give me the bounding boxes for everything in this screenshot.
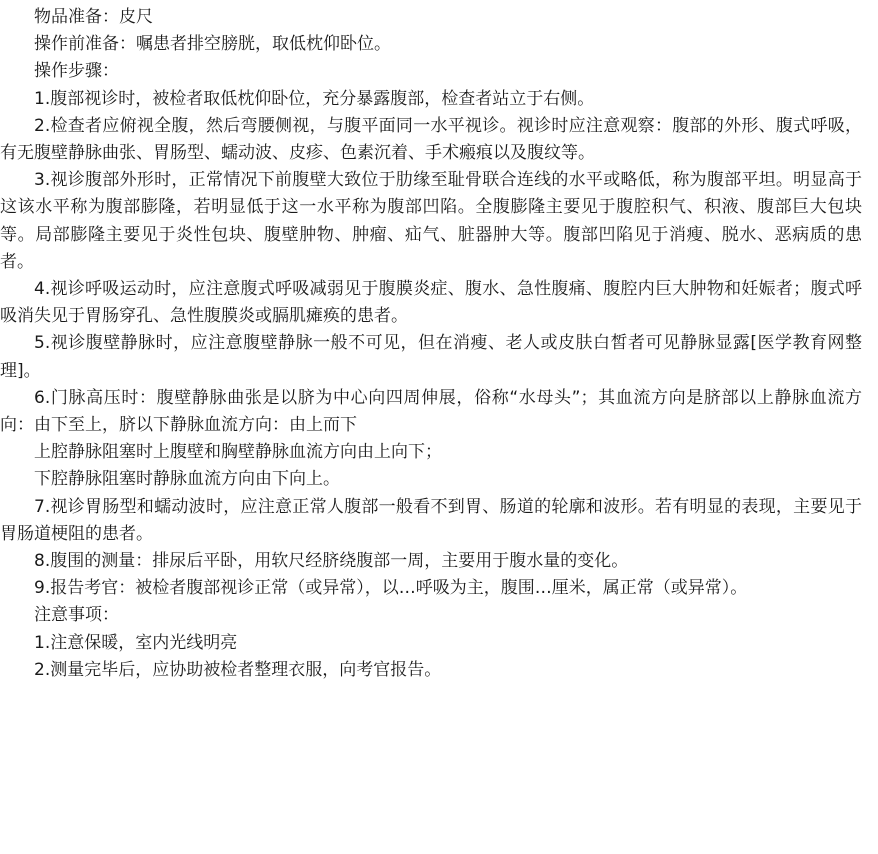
sub-note-line: 下腔静脉阻塞时静脉血流方向由下向上。 xyxy=(34,469,340,490)
note-line: 1.注意保暖，室内光线明亮 xyxy=(34,632,238,653)
step-paragraph: 4.视诊呼吸运动时，应注意腹式呼吸减弱见于腹膜炎症、腹水、急性腹痛、腹腔内巨大肿物和妊娠者；腹式呼吸消失见于胃肠穿孔、急性腹膜炎或膈肌瘫痪的患者。 xyxy=(0,279,862,327)
step-paragraph: 3.视诊腹部外形时，正常情况下前腹壁大致位于肋缘至耻骨联合连线的水平或略低，称为腹部平坦。明显高于这该水平称为腹部膨隆，若明显低于这一水平称为腹部凹陷。全腹膨隆主要见于腹腔积气、积液、腹部巨大包块等。局部膨隆主要见于炎性包块、腹壁肿物、肿瘤、疝气、脏器肿大等。腹部凹陷见于消瘦、脱水、恶病质的患者。 xyxy=(0,170,862,272)
step-paragraph: 2.检查者应俯视全腹，然后弯腰侧视，与腹平面同一水平视诊。视诊时应注意观察：腹部的外形、腹式呼吸，有无腹壁静脉曲张、胃肠型、蠕动波、皮疹、色素沉着、手术瘢痕以及腹纹等。 xyxy=(0,115,862,164)
step-paragraph: 5.视诊腹壁静脉时，应注意腹壁静脉一般不可见，但在消瘦、老人或皮肤白皙者可见静脉显露[医学教育网整理]。 xyxy=(0,333,862,381)
step-paragraph: 6.门脉高压时：腹壁静脉曲张是以脐为中心向四周伸展，俗称“水母头”；其血流方向是脐部以上静脉血流方向：由下至上，脐以下静脉血流方向：由上而下 xyxy=(0,387,862,436)
step-paragraph: 1.腹部视诊时，被检者取低枕仰卧位，充分暴露腹部，检查者站立于右侧。 xyxy=(34,88,595,109)
notes-heading: 注意事项： xyxy=(34,605,119,626)
step-paragraph: 8.腹围的测量：排尿后平卧，用软尺经脐绕腹部一周，主要用于腹水量的变化。 xyxy=(34,551,629,572)
step-paragraph: 9.报告考官：被检者腹部视诊正常（或异常），以…呼吸为主，腹围…厘米，属正常（或异常）。 xyxy=(34,578,748,599)
steps-heading: 操作步骤： xyxy=(34,61,119,82)
note-line: 2.测量完毕后，应协助被检者整理衣服，向考官报告。 xyxy=(34,659,442,680)
materials-line: 物品准备：皮尺 xyxy=(34,7,153,27)
sub-note-line: 上腔静脉阻塞时上腹壁和胸壁静脉血流方向由上向下； xyxy=(34,442,442,463)
step-paragraph: 7.视诊胃肠型和蠕动波时，应注意正常人腹部一般看不到胃、肠道的轮廓和波形。若有明显的表现，主要见于胃肠道梗阻的患者。 xyxy=(0,496,862,544)
preparation-line: 操作前准备：嘱患者排空膀胱，取低枕仰卧位。 xyxy=(34,34,391,55)
